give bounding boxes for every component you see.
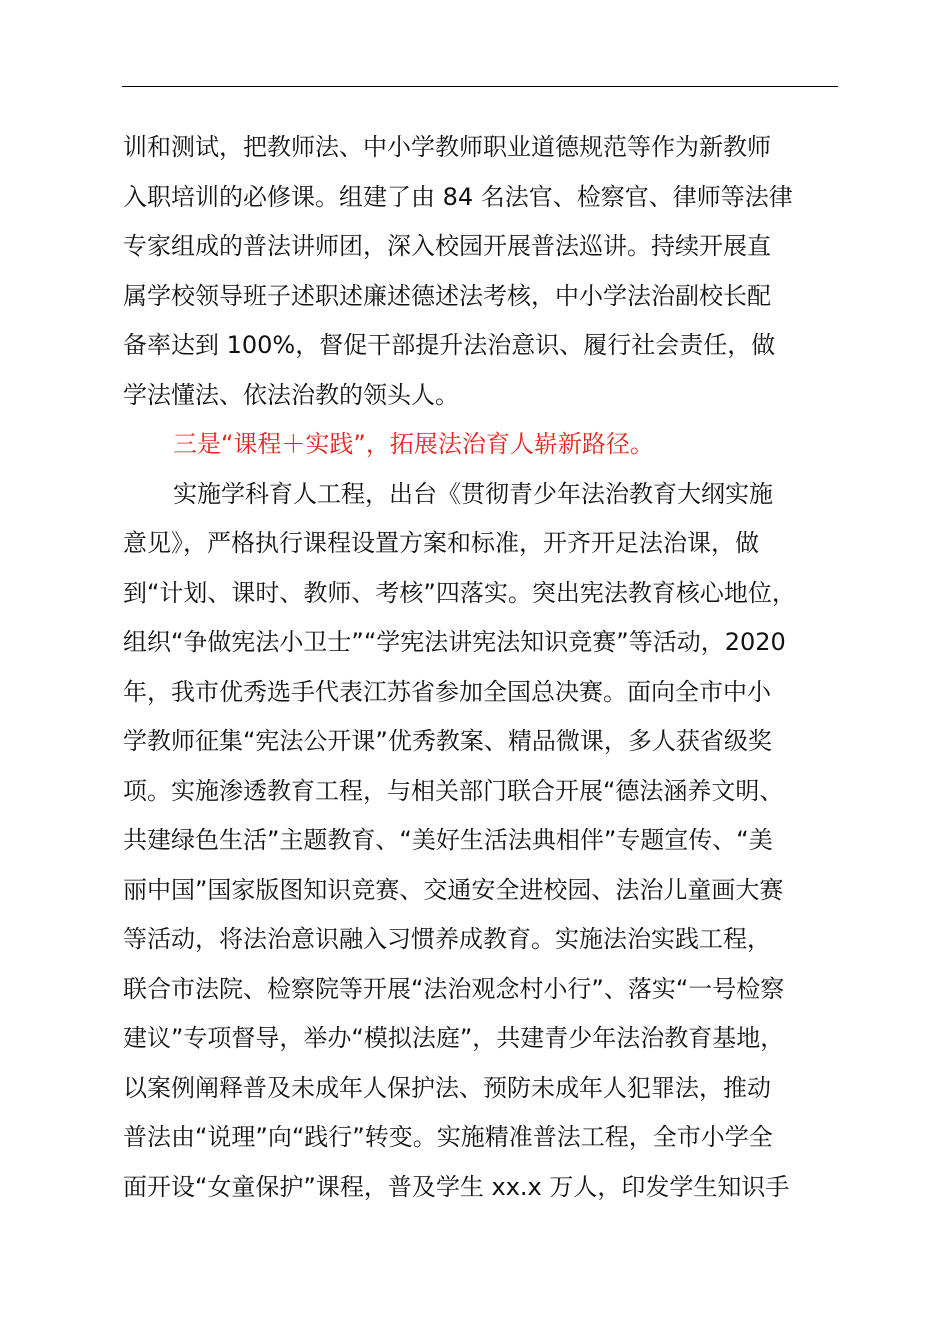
header-divider bbox=[122, 86, 838, 87]
paragraph-line: 组织“争做宪法小卫士”“学宪法讲宪法知识竞赛”等活动，2020 bbox=[123, 628, 786, 656]
paragraph-line: 学法懂法、依法治教的领头人。 bbox=[123, 380, 459, 409]
paragraph-line: 属学校领导班子述职述廉述德述法考核，中小学法治副校长配 bbox=[123, 281, 771, 310]
paragraph-line: 丽中国”国家版图知识竞赛、交通安全进校园、法治儿童画大赛 bbox=[123, 875, 784, 904]
paragraph-line: 以案例阐释普及未成年人保护法、预防未成年人犯罪法，推动 bbox=[123, 1073, 771, 1102]
paragraph-line: 等活动，将法治意识融入习惯养成教育。实施法治实践工程， bbox=[123, 925, 771, 953]
document-body bbox=[123, 123, 839, 1212]
paragraph-line: 专家组成的普法讲师团，深入校园开展普法巡讲。持续开展直 bbox=[123, 232, 771, 260]
paragraph-line: 普法由“说理”向“践行”转变。实施精准普法工程，全市小学全 bbox=[123, 1123, 773, 1151]
paragraph-line: 共建绿色生活”主题教育、“美好生活法典相伴”专题宣传、“美 bbox=[123, 826, 773, 854]
paragraph-line: 意见》，严格执行课程设置方案和标准，开齐开足法治课，做 bbox=[123, 529, 759, 557]
paragraph-line: 联合市法院、检察院等开展“法治观念村小行”、落实“一号检察 bbox=[123, 974, 785, 1003]
paragraph-line: 训和测试，把教师法、中小学教师职业道德规范等作为新教师 bbox=[123, 133, 771, 161]
paragraph-line: 到“计划、课时、教师、考核”四落实。突出宪法教育核心地位， bbox=[123, 578, 796, 607]
paragraph-line: 学教师征集“宪法公开课”优秀教案、精品微课，多人获省级奖 bbox=[123, 727, 772, 755]
paragraph-line: 面开设“女童保护”课程，普及学生 xx.x 万人，印发学生知识手 bbox=[123, 1172, 790, 1201]
paragraph-line: 实施学科育人工程，出台《贯彻青少年法治教育大纲实施 bbox=[173, 479, 773, 508]
paragraph-line: 建议”专项督导，举办“模拟法庭”，共建青少年法治教育基地， bbox=[123, 1024, 785, 1052]
paragraph-line: 备率达到 100%，督促干部提升法治意识、履行社会责任，做 bbox=[123, 331, 776, 359]
paragraph-line: 年，我市优秀选手代表江苏省参加全国总决赛。面向全市中小 bbox=[123, 677, 771, 706]
paragraph-line: 入职培训的必修课。组建了由 84 名法官、检察官、律师等法律 bbox=[123, 182, 793, 211]
paragraph-line: 项。实施渗透教育工程，与相关部门联合开展“德法涵养文明、 bbox=[123, 776, 784, 805]
section-heading: 三是“课程＋实践”，拓展法治育人崭新路径。 bbox=[173, 430, 654, 458]
